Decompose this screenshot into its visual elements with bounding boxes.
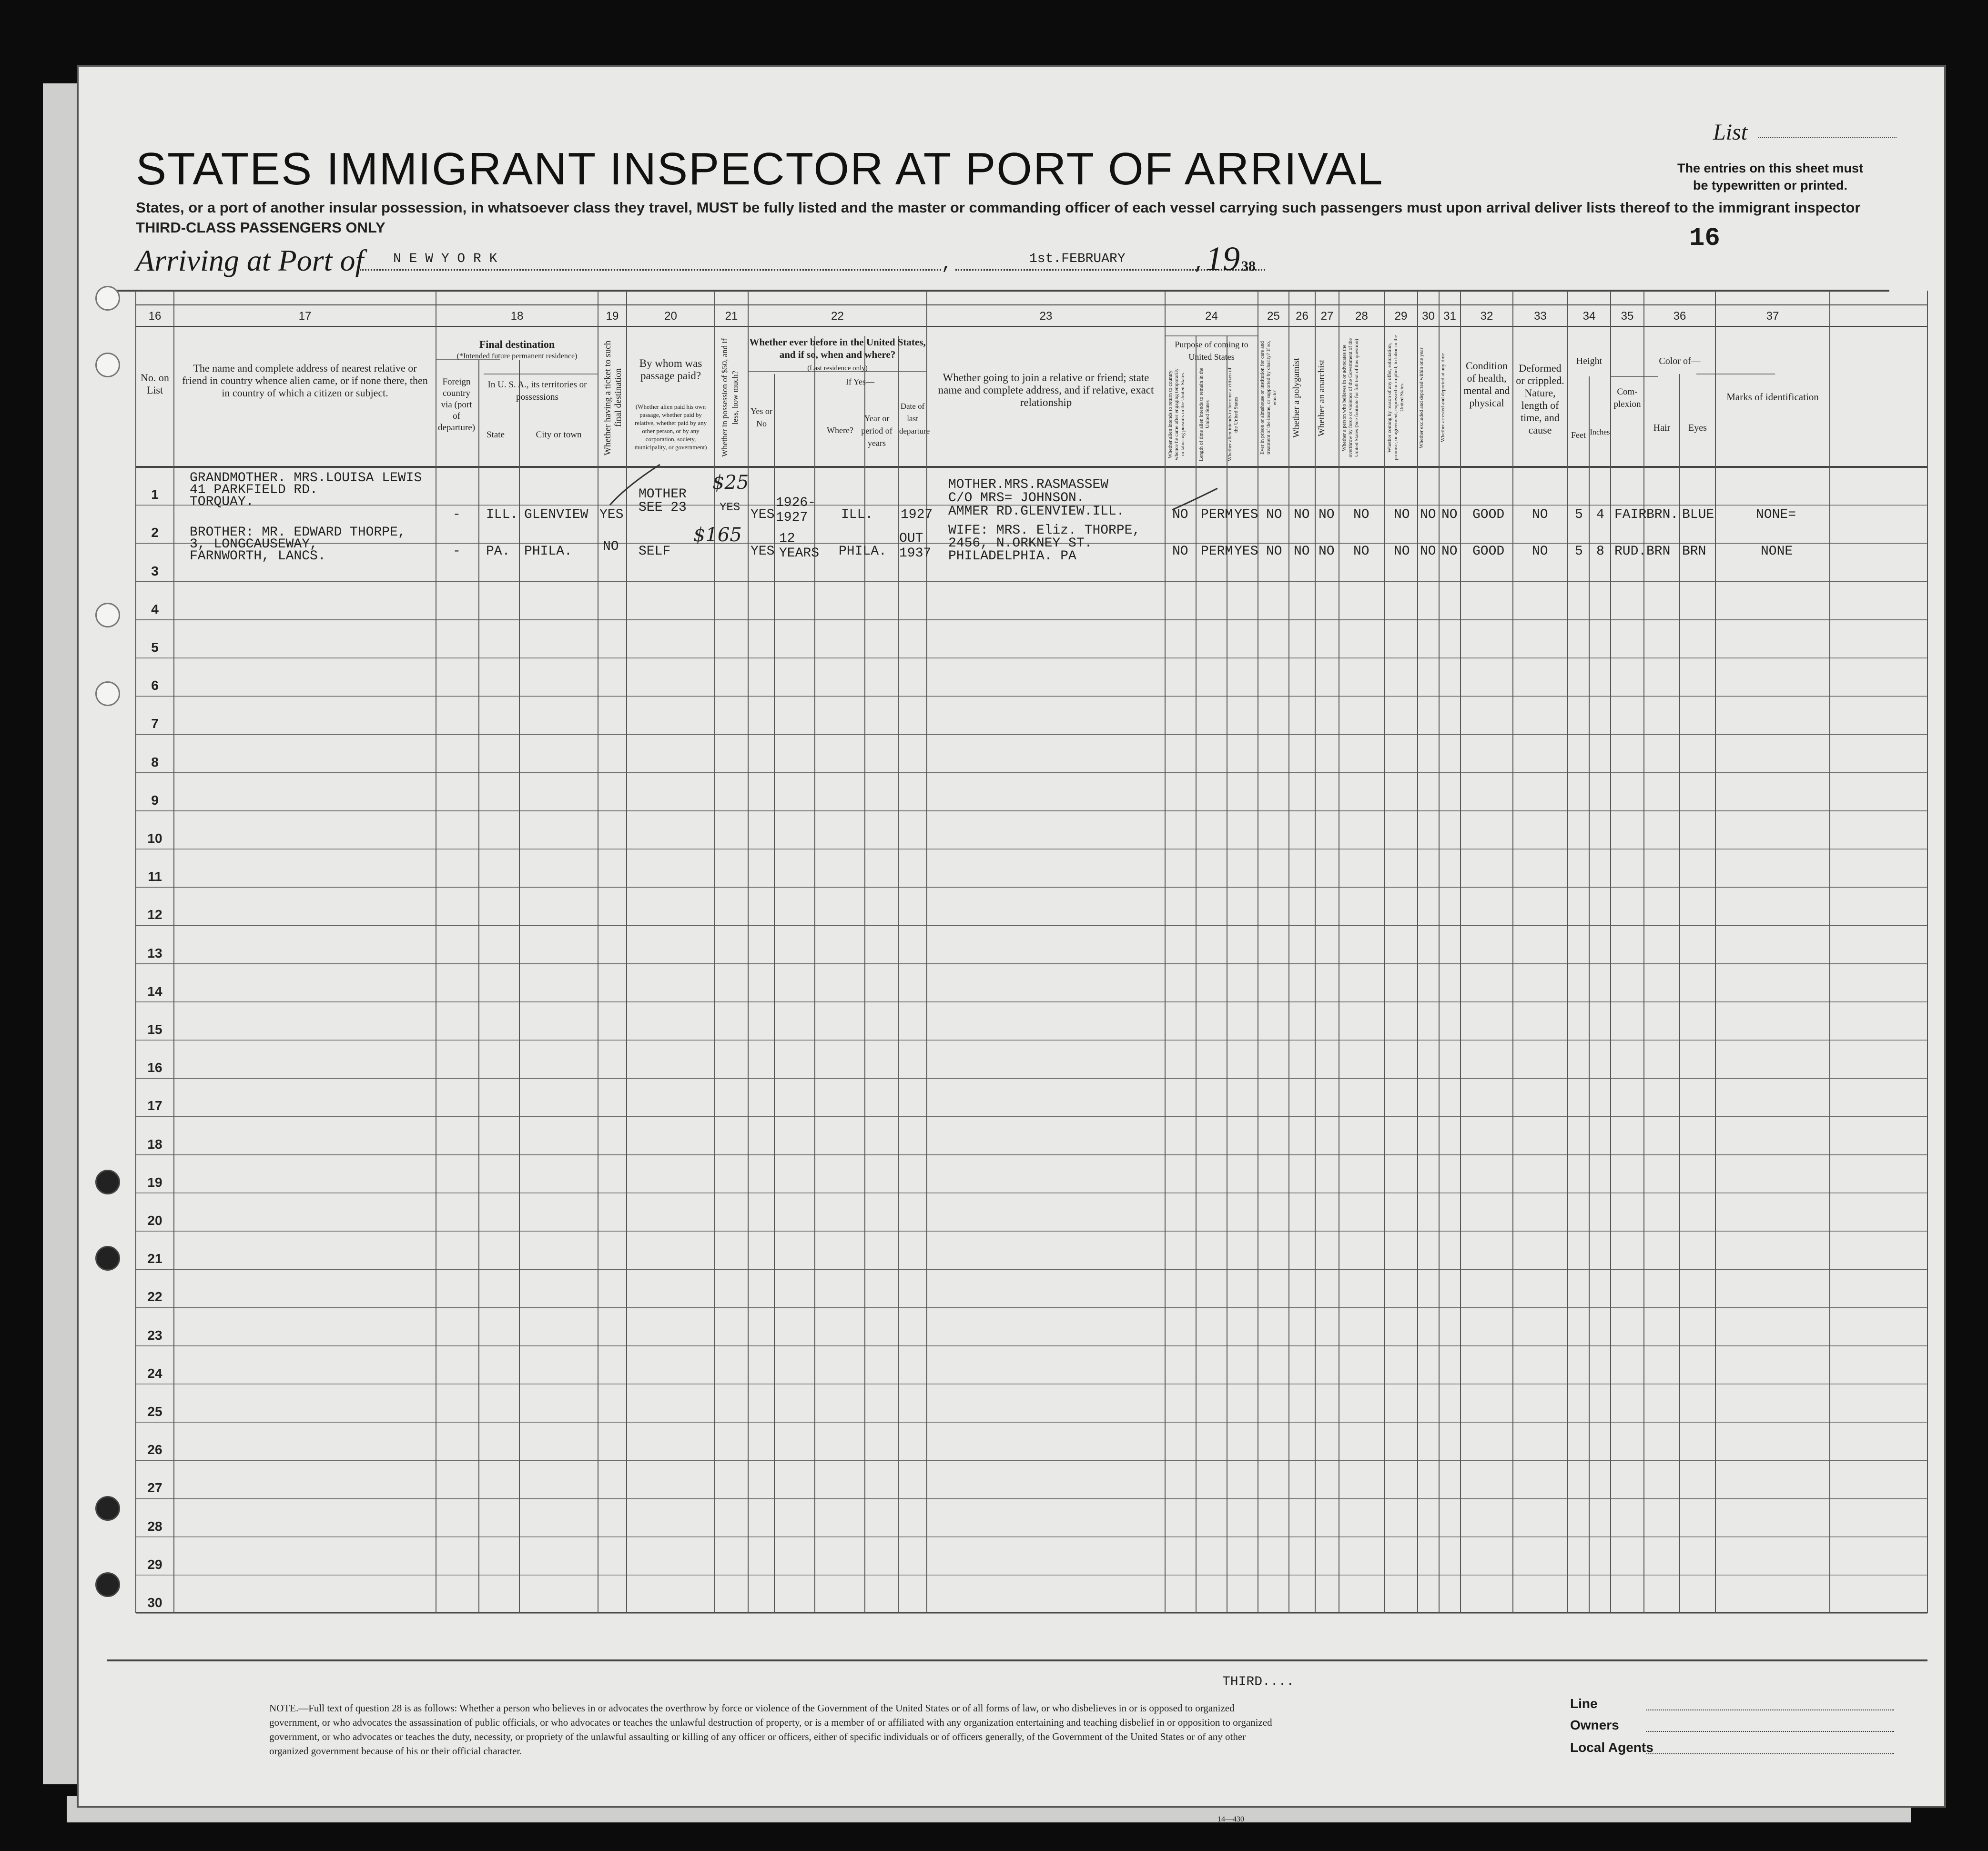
purpose-length: PERM [1201, 544, 1233, 559]
join-line: MOTHER.MRS.RASMASSEW [948, 477, 1109, 492]
row-number: 15 [147, 1022, 162, 1037]
col-num-23: 23 [1039, 310, 1053, 323]
form-instructions: States, or a port of another insular possession, in whatsoever class they travel, MUST be fully listed and the master or commanding officer of each vessel carrying such passengers must upon arrival deliver lists thereof to the immigrant inspector [136, 199, 1861, 216]
hair: BRN [1646, 544, 1671, 559]
col-num-17: 17 [298, 310, 312, 323]
list-label: List [1713, 120, 1748, 145]
complexion: RUD. [1614, 544, 1647, 559]
polygamist: NO [1294, 507, 1310, 522]
city: GLENVIEW [524, 507, 588, 522]
overthrow: NO [1353, 507, 1369, 522]
heading-excluded: Whether excluded and deported within one year [1419, 347, 1424, 448]
row-number: 26 [147, 1442, 162, 1457]
passenger-class: THIRD-CLASS PASSENGERS ONLY [136, 219, 385, 236]
col-num-27: 27 [1320, 310, 1334, 323]
heading-purpose-length: Length of time alien intends to remain in the United States [1198, 367, 1210, 462]
heading-state: State [487, 430, 505, 440]
before-us: YES [751, 544, 775, 559]
excluded: NO [1420, 544, 1436, 559]
row-number: 17 [147, 1098, 162, 1113]
feet: 5 [1575, 544, 1583, 559]
anarchist: NO [1319, 544, 1335, 559]
heading-marks: Marks of identification [1726, 391, 1819, 403]
heading-if-yes: If Yes— [845, 377, 874, 386]
row-number: 7 [151, 716, 159, 731]
row-number: 14 [147, 983, 162, 999]
ticket: YES [599, 507, 624, 522]
year-suffix: 38 [1241, 258, 1256, 274]
heading-yes-no: Yes or No [751, 406, 772, 428]
purpose-citizen: YES [1234, 507, 1258, 522]
binder-hole [95, 681, 120, 706]
labor-offer: NO [1394, 544, 1410, 559]
heading-city: City or town [536, 430, 582, 440]
col-num-31: 31 [1443, 310, 1456, 323]
years: 1926-1927 [776, 496, 816, 525]
inches: 8 [1596, 544, 1604, 559]
col-num-32: 32 [1480, 310, 1493, 323]
row-number: 25 [147, 1404, 162, 1419]
eyes: BLUE [1682, 507, 1714, 522]
heading-purpose: Purpose of coming to United States [1175, 340, 1248, 362]
footnote-question-28: NOTE.—Full text of question 28 is as follows: Whether a person who believes in or advocates the overthrow by force or violence of the Government of the United States or of all forms of law, or who disbelieves in or is opposed to organized government, or who advocates the assassination of public officials, or who advocates or teaches the unlawful destruction of property, or is a member of or affiliated with any organization entertaining and teaching disbelief in or opposition to organized government, or who advocates or teaches the duty, necessity, or propriety of the unlawful assaulting or killing of any officer or officers, either of specific individuals or of officers generally, of the Government of the United States or of any other organized government because of his or their official character. [269, 1702, 1272, 1757]
year-prefix: 19 [1206, 240, 1240, 278]
deformed: NO [1532, 507, 1548, 522]
anarchist: NO [1319, 507, 1335, 522]
heading-purpose-citizen: Whether alien intends to become a citizen of the United States [1227, 367, 1239, 462]
complexion: FAIR [1614, 507, 1647, 522]
prison: NO [1266, 544, 1282, 559]
manifest-sheet [79, 67, 1944, 1823]
row-number: 22 [147, 1289, 162, 1305]
heading-complexion: Com-plexion [1613, 387, 1641, 409]
hair: BRN. [1646, 507, 1679, 522]
relative-line: GRANDMOTHER. MRS.LOUISA LEWIS [190, 471, 422, 486]
heading-final-destination-note: (*Intended future permanent residence) [456, 352, 578, 360]
row-number: 5 [151, 640, 159, 655]
typewritten-note: The entries on this sheet must be typewritten or printed. [1677, 161, 1864, 192]
row-number: 28 [147, 1518, 162, 1534]
comma-2: , [1194, 253, 1206, 275]
departure: OUT 1937 [899, 531, 932, 561]
relative-line: FARNWORTH, LANCS. [190, 549, 326, 564]
where: PHILA. [839, 544, 887, 559]
row-number: 2 [151, 525, 159, 540]
handwritten-amount-row2: $165 [693, 524, 742, 546]
passage-paid: SELF [639, 544, 671, 559]
row-number: 10 [147, 831, 162, 846]
col-num-29: 29 [1394, 310, 1408, 323]
under-page-edge [43, 83, 81, 1784]
row-number: 19 [147, 1174, 162, 1190]
city: PHILA. [524, 544, 572, 559]
col-num-28: 28 [1355, 310, 1368, 323]
row-number: 24 [147, 1365, 162, 1381]
purpose-citizen: YES [1234, 544, 1258, 559]
col-num-25: 25 [1267, 310, 1280, 323]
relative-line: BROTHER: MR. EDWARD THORPE, [190, 525, 406, 540]
inches: 4 [1596, 507, 1604, 522]
heading-eyes: Eyes [1688, 423, 1707, 433]
row-number: 20 [147, 1213, 162, 1228]
line-field [1646, 1709, 1894, 1710]
passage-paid-note: SEE 23 [639, 500, 687, 515]
owners-label: Owners [1570, 1718, 1619, 1732]
col-num-33: 33 [1534, 310, 1547, 323]
binder-hole [95, 286, 120, 311]
before-us: YES [751, 507, 775, 522]
heading-relative: The name and complete address of nearest relative or friend in country whence alien came, or if none there, then in country of which a citizen or subject. [182, 362, 428, 399]
heading-passage-note: (Whether alien paid his own passage, whether paid by relative, whether paid by any other person, or by any corporation, society, municipality, or government) [634, 403, 707, 451]
relative-line: 41 PARKFIELD RD. [190, 483, 318, 497]
heading-feet: Feet [1571, 430, 1586, 440]
passage-paid: MOTHER [639, 487, 687, 502]
heading-purpose-return: Whether alien intends to return to country whence he came after engaging temporarily in laboring pursuits in the United States [1167, 368, 1186, 461]
binder-hole [95, 603, 120, 627]
purpose-return: NO [1172, 544, 1188, 559]
foreign-country: - [453, 507, 461, 522]
heading-no-on-list: No. on List [141, 372, 169, 396]
col-num-36: 36 [1673, 310, 1686, 323]
form-number: 14—430 [1217, 1815, 1244, 1823]
overthrow: NO [1353, 544, 1369, 559]
money: YES [720, 501, 740, 514]
departure: 1927 [901, 507, 933, 522]
state: PA. [486, 544, 510, 559]
form-title: STATES IMMIGRANT INSPECTOR AT PORT OF ARRIVAL [136, 143, 1384, 194]
binder-hole [95, 353, 120, 377]
heading-arrested: Whether arrested and deported at any time [1440, 353, 1446, 443]
deformed: NO [1532, 544, 1548, 559]
agents-field [1646, 1753, 1894, 1754]
row-number: 1 [151, 487, 159, 502]
handwritten-amount-row1: $25 [712, 472, 749, 494]
heading-final-destination: Final destination [479, 338, 555, 350]
heading-deformed: Deformed or crippled. Nature, length of time, and cause [1516, 362, 1564, 436]
marks: NONE= [1756, 507, 1796, 522]
row-number: 18 [147, 1136, 162, 1152]
col-num-30: 30 [1422, 310, 1435, 323]
row-number: 29 [147, 1557, 162, 1572]
col-num-24: 24 [1205, 310, 1218, 323]
handwritten-check-mark [608, 462, 665, 510]
heading-join-relative: Whether going to join a relative or friend; state name and complete address, and if relative, exact relationship [938, 372, 1154, 408]
arrested: NO [1441, 507, 1458, 522]
eyes: BRN [1682, 544, 1706, 559]
col-num-18: 18 [510, 310, 524, 323]
col-num-34: 34 [1582, 310, 1596, 323]
line-label: Line [1570, 1696, 1598, 1711]
binder-hole [95, 1496, 120, 1521]
col-num-20: 20 [664, 310, 677, 323]
heading-before-us: Whether ever before in the United States, and if so, when and where? [749, 336, 926, 360]
sheet-number: 16 [1689, 224, 1720, 253]
health: GOOD [1472, 507, 1505, 522]
heading-hair: Hair [1653, 423, 1671, 433]
heading-inches: Inches [1590, 428, 1610, 436]
col-num-26: 26 [1296, 310, 1308, 323]
ticket: NO [603, 539, 619, 554]
comma-1: , [941, 253, 953, 275]
relative-line: TORQUAY. [190, 495, 254, 509]
join-line: WIFE: MRS. Eliz. THORPE, [948, 523, 1141, 538]
agents-label: Local Agents [1570, 1740, 1653, 1755]
col-num-21: 21 [725, 310, 738, 323]
port-value: N E W Y O R K [393, 252, 497, 266]
prison: NO [1266, 507, 1282, 522]
heading-anarchist: Whether an anarchist [1317, 359, 1327, 436]
heading-passage: By whom was passage paid? [639, 357, 702, 382]
feet: 5 [1575, 507, 1583, 522]
join-line: 2456, N.ORKNEY ST. [948, 536, 1093, 551]
heading-health: Condition of health, mental and physical [1463, 360, 1510, 409]
arriving-label: Arriving at Port of [136, 243, 364, 277]
heading-date-departure: Date of last departure [899, 402, 930, 435]
relative-line: 3, LONGCAUSEWAY, [190, 537, 318, 552]
arrested: NO [1441, 544, 1458, 559]
heading-color-of: Color of— [1659, 356, 1701, 366]
class-third: THIRD.... [1222, 1675, 1295, 1689]
join-line: AMMER RD.GLENVIEW.ILL. [948, 504, 1125, 519]
heading-height: Height [1576, 356, 1603, 366]
state: ILL. [486, 507, 518, 522]
date-value: 1st.FEBRUARY [1029, 252, 1126, 266]
heading-year-period: Year or period of years [861, 414, 893, 448]
row-number: 27 [147, 1480, 162, 1496]
binder-hole [95, 1572, 120, 1597]
row-number: 30 [147, 1595, 162, 1610]
col-num-22: 22 [831, 310, 844, 323]
foreign-country: - [453, 544, 461, 559]
labor-offer: NO [1394, 507, 1410, 522]
binder-hole [95, 1170, 120, 1194]
row-number: 23 [147, 1327, 162, 1343]
table-grid [79, 67, 1944, 1806]
col-num-35: 35 [1621, 310, 1634, 323]
heading-last-residence: (Last residence only) [807, 364, 868, 372]
years: 12 YEARS [779, 531, 820, 561]
row-number: 9 [151, 792, 159, 808]
heading-overthrow: Whether a person who believes in or advocates the overthrow by force or violence of the Government of the United States (See footnote for full text of this question) [1341, 338, 1359, 458]
heading-polygamist: Whether a polygamist [1291, 358, 1301, 438]
heading-prison: Ever in prison or almshouse or institution for care and treatment of the insane, or supported by charity? If so, which? [1259, 341, 1278, 455]
col-num-19: 19 [606, 310, 619, 323]
row-number: 12 [147, 907, 162, 922]
row-number: 4 [151, 601, 159, 617]
row-number: 13 [147, 945, 162, 961]
heading-ticket: Whether having a ticket to such final destination [603, 340, 623, 455]
row-number: 6 [151, 678, 159, 693]
heading-labor-offer: Whether coming by reason of any offer, solicitation, promise, or agreement, expressed or implied, to labor in the United States [1387, 335, 1405, 461]
row-number: 11 [148, 869, 162, 884]
handwritten-check-mark-2 [1170, 486, 1222, 515]
heading-in-usa: In U. S. A., its territories or possessions [487, 380, 587, 402]
row-number: 8 [151, 754, 159, 769]
heading-where: Where? [827, 425, 853, 435]
row-number: 21 [147, 1251, 162, 1266]
where: ILL. [841, 507, 873, 522]
health: GOOD [1472, 544, 1505, 559]
purpose-length: PERM [1201, 507, 1233, 522]
join-line: C/O MRS= JOHNSON. [948, 491, 1085, 506]
owners-field [1646, 1731, 1894, 1732]
join-line: PHILADELPHIA. PA [948, 549, 1076, 564]
binder-hole [95, 1246, 120, 1271]
excluded: NO [1420, 507, 1436, 522]
row-number: 3 [151, 563, 159, 578]
polygamist: NO [1294, 544, 1310, 559]
marks: NONE [1761, 544, 1793, 559]
heading-possession: Whether in possession of $50, and if less, how much? [720, 338, 740, 457]
heading-foreign-country: Foreign country via (port of departure) [437, 377, 476, 433]
col-num-16: 16 [148, 310, 162, 323]
purpose-return: NO [1172, 507, 1188, 522]
col-num-37: 37 [1766, 310, 1779, 323]
row-number: 16 [147, 1060, 162, 1075]
